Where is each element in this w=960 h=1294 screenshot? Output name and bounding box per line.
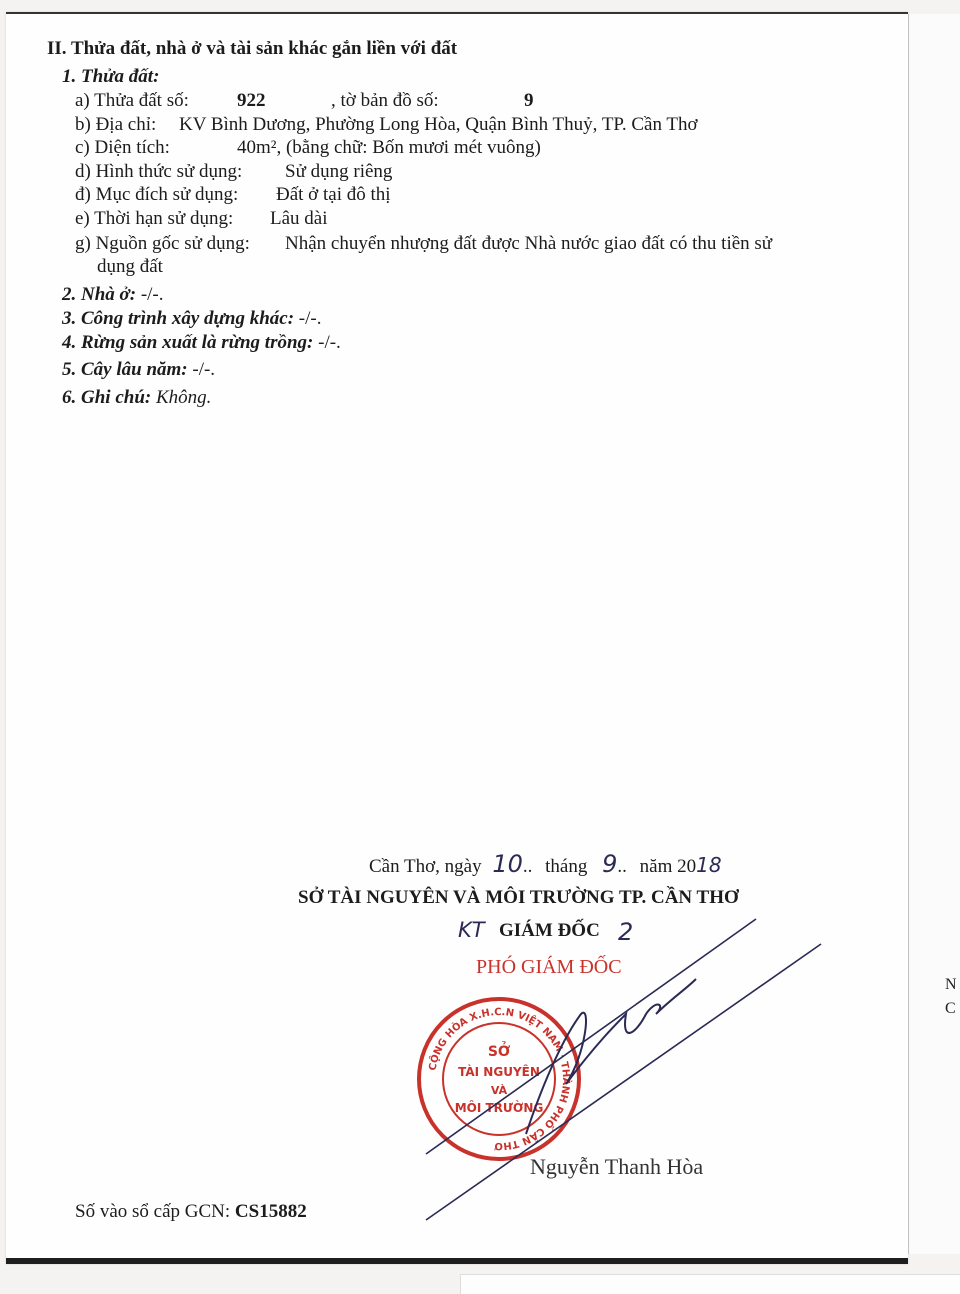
seal-line-1: SỞ <box>487 1044 511 1060</box>
area-label: c) Diện tích: <box>75 137 170 158</box>
date-prefix: Cần Thơ, ngày <box>369 856 482 877</box>
usage-purpose-value: Đất ở tại đô thị <box>276 184 391 205</box>
note-value: Không. <box>155 387 212 408</box>
usage-origin-value: Nhận chuyển nhượng đất được Nhà nước giao đất có thu tiền sử <box>285 233 773 254</box>
section-title: II. Thửa đất, nhà ở và tài sản khác gắn liền với đất <box>47 38 458 59</box>
house-value: -/-. <box>140 284 164 305</box>
other-construction-value: -/-. <box>298 308 322 329</box>
adjacent-page-bottom-edge <box>460 1274 960 1294</box>
planted-forest-label: 4. Rừng sản xuất là rừng trồng: <box>62 332 314 353</box>
perennial-trees-value: -/-. <box>192 359 216 380</box>
date-day: 10 <box>492 850 523 878</box>
registry-number: CS15882 <box>234 1201 307 1222</box>
director-title: GIÁM ĐỐC <box>499 920 600 941</box>
registry-entry <box>75 1201 307 1223</box>
signature-stroke <box>426 919 756 1154</box>
usage-term-value: Lâu dài <box>270 208 328 229</box>
perennial-trees-label: 5. Cây lâu năm: <box>62 359 188 380</box>
usage-term-label: e) Thời hạn sử dụng: <box>75 208 234 229</box>
land-heading: 1. Thửa đất: <box>62 66 160 87</box>
seal-line-3: VÀ <box>490 1084 508 1097</box>
map-sheet-number: 9 <box>524 90 534 111</box>
adjacent-page-fragment: C <box>945 1000 956 1017</box>
area-value: 40m², (bằng chữ: Bốn mươi mét vuông) <box>237 137 541 158</box>
adjacent-page-edge <box>908 14 960 1254</box>
address-value: KV Bình Dương, Phường Long Hòa, Quận Bình Thuỷ, TP. Cần Thơ <box>179 114 698 135</box>
seal-line-2: TÀI NGUYÊN <box>458 1065 540 1079</box>
seal-ring-text: CỘNG HÒA X.H.C.N VIỆT NAM · THÀNH PHỐ CẦN THƠ <box>427 1006 572 1152</box>
deputy-director-title: PHÓ GIÁM ĐỐC <box>476 956 622 978</box>
other-construction-label: 3. Công trình xây dựng khác: <box>62 308 295 329</box>
adjacent-page-fragment: N <box>945 976 957 993</box>
handwritten-mark: 2 <box>618 918 634 946</box>
signature-strokes <box>6 14 908 1258</box>
date-year-suffix: 18 <box>696 853 722 877</box>
signature-scribble <box>526 979 696 1134</box>
signer-name: Nguyễn Thanh Hòa <box>530 1154 704 1179</box>
certificate-page <box>6 12 908 1264</box>
usage-origin-value-cont: dụng đất <box>97 256 163 277</box>
note-label: 6. Ghi chú: <box>62 387 152 408</box>
seal-line-4: MÔI TRƯỜNG <box>454 1101 544 1115</box>
planted-forest-value: -/-. <box>318 332 341 353</box>
date-year-label: năm 20 <box>639 856 697 877</box>
usage-origin-label: g) Nguồn gốc sử dụng: <box>75 233 250 254</box>
parcel-label: a) Thửa đất số: <box>75 90 189 111</box>
parcel-number: 922 <box>237 90 266 111</box>
house-label: 2. Nhà ở: <box>62 284 137 305</box>
usage-purpose-label: đ) Mục đích sử dụng: <box>75 184 239 205</box>
kt-mark: KT <box>458 918 485 942</box>
issuing-authority: SỞ TÀI NGUYÊN VÀ MÔI TRƯỜNG TP. CẦN THƠ <box>298 887 739 908</box>
map-sheet-label: , tờ bản đồ số: <box>331 90 439 111</box>
date-month-label: tháng <box>545 856 588 877</box>
issue-date: Cần Thơ, ngày 10.. tháng 9.. năm 2018 <box>369 850 722 878</box>
registry-label: Số vào sổ cấp GCN: <box>75 1201 231 1222</box>
usage-form-label: d) Hình thức sử dụng: <box>75 161 243 182</box>
date-month: 9 <box>602 850 618 878</box>
address-label: b) Địa chỉ: <box>75 114 157 135</box>
usage-form-value: Sử dụng riêng <box>285 161 393 182</box>
